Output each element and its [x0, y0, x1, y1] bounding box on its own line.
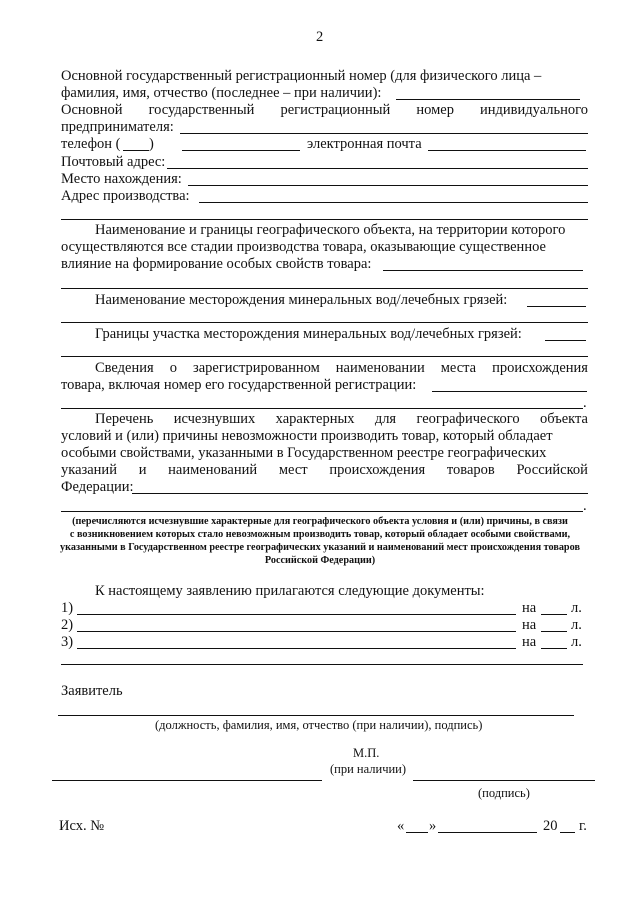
phone-code-field[interactable] — [123, 150, 149, 151]
location-field[interactable] — [188, 185, 588, 186]
attachment-pages-3[interactable] — [541, 648, 567, 649]
period: . — [583, 498, 587, 514]
date-open-quote: « — [397, 818, 405, 834]
ogrn-field[interactable] — [396, 99, 580, 100]
attachment-na-1: на — [522, 600, 537, 616]
stamp-left-line[interactable] — [52, 780, 322, 781]
geo-object-line1: Наименование и границы географического объекта, на территории которого — [95, 222, 566, 238]
production-address-field[interactable] — [199, 202, 588, 203]
vanished-line3: особыми свойствами, указанными в Государственном реестре географических — [61, 445, 547, 461]
attachment-field-4[interactable] — [61, 664, 583, 665]
word: Сведения — [95, 360, 154, 376]
postal-address-field[interactable] — [167, 168, 588, 169]
word: индивидуального — [480, 102, 588, 118]
date-suffix: г. — [579, 818, 587, 834]
date-year-prefix: 20 — [543, 818, 558, 834]
word: Российской — [516, 462, 588, 478]
geo-object-field-2[interactable] — [61, 288, 588, 289]
applicant-label: Заявитель — [61, 683, 123, 699]
deposit-name-label: Наименование месторождения минеральных вод/лечебных грязей: — [95, 292, 508, 308]
vanished-field-2[interactable] — [61, 511, 583, 512]
attachment-num-2: 2) — [61, 617, 74, 633]
word: исчезнувших — [173, 411, 256, 427]
word: регистрационный — [280, 102, 391, 118]
phone-number-field[interactable] — [182, 150, 300, 151]
word: наименований — [168, 462, 258, 478]
word: Основной — [61, 102, 123, 118]
attachment-l-1: л. — [571, 600, 582, 616]
email-field[interactable] — [428, 150, 586, 151]
word: и — [138, 462, 147, 478]
deposit-name-field[interactable] — [527, 306, 586, 307]
word: происхождения — [329, 462, 426, 478]
word: товаров — [446, 462, 495, 478]
word: мест — [278, 462, 308, 478]
word: зарегистрированном — [192, 360, 320, 376]
deposit-bounds-field[interactable] — [545, 340, 586, 341]
word: указаний — [61, 462, 117, 478]
vanished-field[interactable] — [132, 493, 588, 494]
geo-object-line2: осуществляются все стадии производства товара, оказывающие существенное — [61, 239, 546, 255]
production-address-field-2[interactable] — [61, 219, 588, 220]
word: наименовании — [335, 360, 425, 376]
phone-paren: ) — [149, 136, 154, 152]
word: государственный — [148, 102, 255, 118]
attachment-field-2[interactable] — [77, 631, 516, 632]
vanished-note-line2: с возникновением которых стало невозможным производить товар, который обладает особыми свойствами, — [69, 529, 571, 540]
vanished-note-line1: (перечисляются исчезнувшие характерные для географического объекта условия и (или) причины, в связи — [72, 516, 568, 527]
registration-line1 — [95, 360, 588, 377]
word: места — [440, 360, 477, 376]
word: объекта — [539, 411, 588, 427]
attachment-field-3[interactable] — [77, 648, 516, 649]
attachment-na-3: на — [522, 634, 537, 650]
date-month-field[interactable] — [438, 832, 537, 833]
registration-field-2[interactable] — [61, 408, 583, 409]
word: о — [169, 360, 177, 376]
date-day-field[interactable] — [406, 832, 428, 833]
geo-object-field[interactable] — [383, 270, 583, 271]
email-label: электронная почта — [307, 136, 422, 152]
attachment-field-1[interactable] — [77, 614, 516, 615]
production-address-label: Адрес производства: — [61, 188, 190, 204]
ogrnip-field[interactable] — [180, 133, 588, 134]
ogrnip-label-line2: предпринимателя: — [61, 119, 174, 135]
geo-object-line3: влияние на формирование особых свойств товара: — [61, 256, 372, 272]
ogrn-label-line1: Основной государственный регистрационный номер (для физического лица – — [61, 68, 542, 84]
phone-label: телефон ( — [61, 136, 121, 152]
registration-field[interactable] — [432, 391, 587, 392]
stamp-note: (при наличии) — [330, 762, 407, 776]
vanished-line5: Федерации: — [61, 479, 134, 495]
attachment-pages-1[interactable] — [541, 614, 567, 615]
deposit-bounds-label: Границы участка месторождения минеральных вод/лечебных грязей: — [95, 326, 522, 342]
word: для — [374, 411, 397, 427]
sign-caption: (подпись) — [478, 786, 530, 800]
vanished-note-line4: Российской Федерации) — [264, 555, 376, 566]
word: географического — [416, 411, 520, 427]
attachments-heading: К настоящему заявлению прилагаются следующие документы: — [95, 583, 485, 599]
applicant-signature-field[interactable] — [58, 715, 574, 716]
location-label: Место нахождения: — [61, 171, 182, 187]
attachment-num-3: 3) — [61, 634, 74, 650]
date-close-quote: » — [429, 818, 437, 834]
date-year-field[interactable] — [560, 832, 575, 833]
word: характерных — [275, 411, 355, 427]
attachment-pages-2[interactable] — [541, 631, 567, 632]
attachment-num-1: 1) — [61, 600, 74, 616]
ogrnip-label-line1 — [61, 102, 588, 119]
vanished-line4 — [61, 462, 588, 479]
vanished-line1 — [95, 411, 588, 428]
attachment-na-2: на — [522, 617, 537, 633]
postal-address-label: Почтовый адрес: — [61, 154, 166, 170]
deposit-name-field-2[interactable] — [61, 322, 588, 323]
deposit-bounds-field-2[interactable] — [61, 356, 588, 357]
stamp-label: М.П. — [353, 746, 380, 760]
word: Перечень — [95, 411, 154, 427]
attachment-l-3: л. — [571, 634, 582, 650]
signature-caption: (должность, фамилия, имя, отчество (при наличии), подпись) — [155, 718, 483, 732]
attachment-l-2: л. — [571, 617, 582, 633]
ogrn-label-line2: фамилия, имя, отчество (последнее – при наличии): — [61, 85, 382, 101]
word: происхождения — [492, 360, 588, 376]
sign-field[interactable] — [413, 780, 595, 781]
period: . — [583, 395, 587, 411]
word: номер — [416, 102, 454, 118]
page-number: 2 — [316, 29, 324, 45]
vanished-note-line3: указанными в Государственном реестре географических указаний и наименований мест происхождения товаров — [60, 542, 580, 553]
registration-line2: товара, включая номер его государственной регистрации: — [61, 377, 417, 393]
outgoing-number-label: Исх. № — [59, 818, 105, 834]
vanished-line2: условий и (или) причины невозможности производить товар, который обладает — [61, 428, 553, 444]
